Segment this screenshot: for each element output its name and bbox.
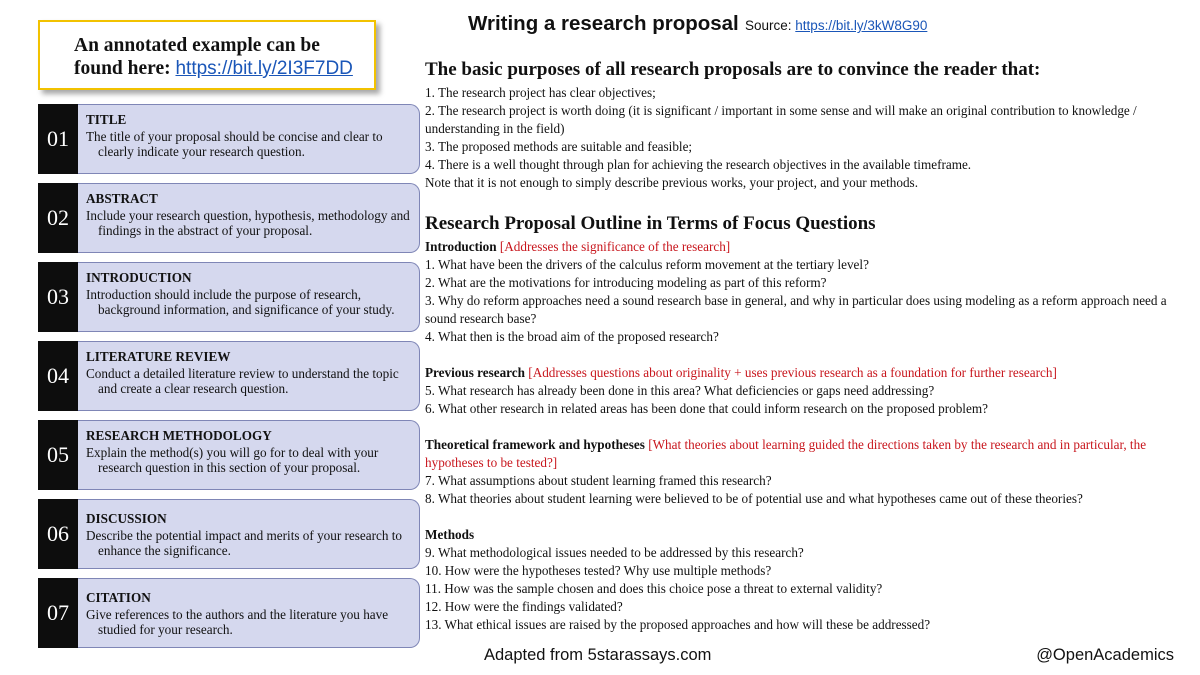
section-introduction-header [425, 238, 1185, 256]
purpose-item: 4. There is a well thought through plan for achieving the research objectives in the available timeframe. [425, 157, 972, 172]
annotated-example-callout [38, 20, 376, 90]
step-description: The title of your proposal should be concise and clear to clearly indicate your research question. [86, 128, 383, 159]
section-note: [Addresses the significance of the research] [499, 239, 731, 254]
callout-text: An annotated example can be found here: [74, 35, 320, 79]
section-note: [What theories about learning guided the directions taken by the research and in particular, the hypotheses to be tested?] [425, 437, 1147, 470]
step-description: Give references to the authors and the literature you have studied for your research. [86, 606, 389, 637]
step-number: 07 [38, 578, 78, 648]
step-heading: TITLE [86, 112, 127, 127]
step-description: Explain the method(s) you will go for to deal with your research question in this section of your proposal. [86, 444, 379, 475]
step-number: 05 [38, 420, 78, 490]
question-item: 8. What theories about student learning were believed to be of potential use and what hypotheses came out of these theories? [425, 491, 1083, 506]
twitter-handle: @OpenAcademics [1036, 646, 1174, 664]
main-content [425, 58, 1185, 634]
question-item: 10. How were the hypotheses tested? Why use multiple methods? [425, 563, 772, 578]
step-number: 06 [38, 499, 78, 569]
step-heading: ABSTRACT [86, 191, 158, 206]
step-heading: DISCUSSION [86, 511, 167, 526]
step-description: Introduction should include the purpose of research, background information, and significance of your study. [86, 286, 395, 317]
page-title: Writing a research proposal [468, 12, 739, 35]
section-title: Theoretical framework and hypotheses [425, 437, 645, 452]
section-note: [Addresses questions about originality + uses previous research as a foundation for further research] [528, 365, 1057, 380]
step-abstract [38, 183, 410, 253]
section-theoretical-framework-header [425, 436, 1185, 472]
step-introduction [38, 262, 395, 332]
step-description: Describe the potential impact and merits of your research to enhance the significance. [86, 527, 403, 558]
step-description: Include your research question, hypothesis, methodology and findings in the abstract of your proposal. [86, 207, 410, 238]
step-literature-review [38, 341, 399, 411]
purpose-note: Note that it is not enough to simply describe previous works, your project, and your methods. [425, 175, 918, 190]
question-item: 13. What ethical issues are raised by the proposed approaches and how will these be addressed? [425, 617, 931, 632]
question-item: 9. What methodological issues needed to be addressed by this research? [425, 545, 804, 560]
step-number: 02 [38, 183, 78, 253]
question-item: 12. How were the findings validated? [425, 599, 623, 614]
question-item: 6. What other research in related areas has been done that could inform research on the proposed problem? [425, 401, 988, 416]
source-label: Source: [745, 18, 792, 33]
step-heading: CITATION [86, 590, 151, 605]
step-heading: RESEARCH METHODOLOGY [86, 428, 272, 443]
section-title: Methods [425, 527, 475, 542]
question-item: 3. Why do reform approaches need a sound research base in general, and why in particular does using modeling as a reform approach need a sound research base? [425, 293, 1167, 326]
step-description: Conduct a detailed literature review to understand the topic and create a clear research question. [86, 365, 399, 396]
step-citation [38, 578, 389, 648]
step-heading: INTRODUCTION [86, 270, 192, 285]
outline-heading: Research Proposal Outline in Terms of Focus Questions [425, 213, 876, 234]
step-discussion [38, 499, 403, 569]
section-title: Introduction [425, 239, 497, 254]
purpose-item: 2. The research project is worth doing (it is significant / important in some sense and will make an original contribution to knowledge / understanding in the field) [425, 103, 1137, 136]
purpose-item: 3. The proposed methods are suitable and feasible; [425, 139, 693, 154]
step-research-methodology [38, 420, 384, 490]
step-heading: LITERATURE REVIEW [86, 349, 231, 364]
callout-link[interactable]: https://bit.ly/2I3F7DD [175, 58, 353, 79]
question-item: 11. How was the sample chosen and does this choice pose a threat to external validity? [425, 581, 883, 596]
section-title: Previous research [425, 365, 525, 380]
step-number: 04 [38, 341, 78, 411]
question-item: 2. What are the motivations for introducing modeling as part of this reform? [425, 275, 827, 290]
adapted-from-credit: Adapted from 5starassays.com [484, 646, 712, 664]
question-item: 7. What assumptions about student learning framed this research? [425, 473, 772, 488]
question-item: 1. What have been the drivers of the calculus reform movement at the tertiary level? [425, 257, 869, 272]
step-number: 01 [38, 104, 78, 174]
section-methods-header [425, 526, 1185, 544]
section-previous-research-header [425, 364, 1185, 382]
purpose-item: 1. The research project has clear objectives; [425, 85, 656, 100]
step-number: 03 [38, 262, 78, 332]
question-item: 5. What research has already been done in this area? What deficiencies or gaps need addressing? [425, 383, 935, 398]
step-title [38, 104, 384, 174]
source-line [745, 18, 927, 33]
purposes-heading: The basic purposes of all research proposals are to convince the reader that: [425, 59, 1041, 80]
source-link[interactable]: https://bit.ly/3kW8G90 [795, 18, 928, 33]
question-item: 4. What then is the broad aim of the proposed research? [425, 329, 719, 344]
